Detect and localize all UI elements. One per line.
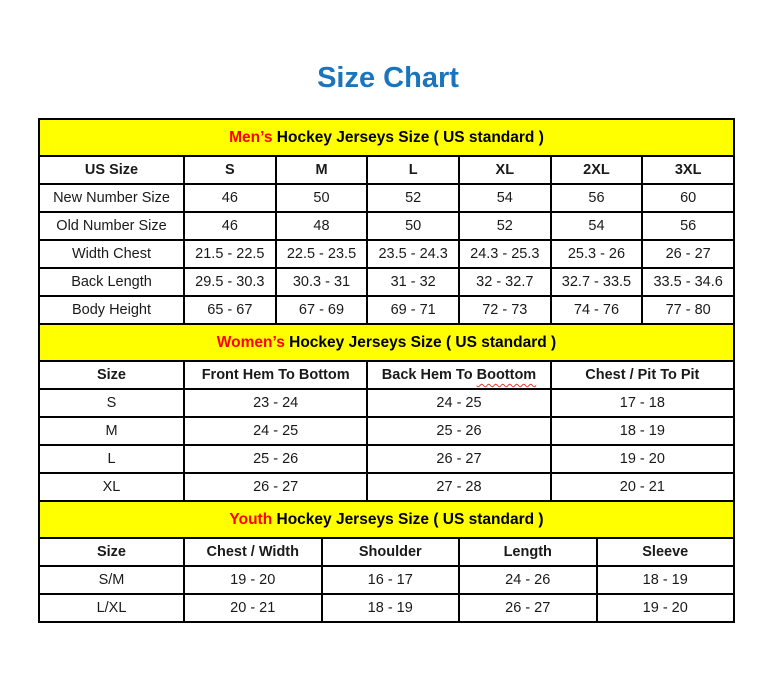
column-header: L — [367, 156, 459, 184]
table-cell: 29.5 - 30.3 — [184, 268, 276, 296]
table-cell: 77 - 80 — [642, 296, 734, 324]
column-header — [367, 361, 550, 389]
table-cell: 60 — [642, 184, 734, 212]
misspelled-word: Boottom — [476, 367, 537, 383]
row-label: L — [39, 445, 184, 473]
womens-header-row — [39, 361, 734, 389]
table-cell: 72 - 73 — [459, 296, 551, 324]
table-cell: 25 - 26 — [367, 417, 550, 445]
table-row — [39, 389, 734, 417]
table-cell: 24.3 - 25.3 — [459, 240, 551, 268]
table-cell: 31 - 32 — [367, 268, 459, 296]
table-row — [39, 473, 734, 501]
table-cell: 24 - 25 — [184, 417, 367, 445]
table-row — [39, 566, 734, 594]
table-cell: 18 - 19 — [597, 566, 735, 594]
table-cell: 17 - 18 — [551, 389, 734, 417]
row-label: M — [39, 417, 184, 445]
table-cell: 30.3 - 31 — [276, 268, 368, 296]
table-cell: 50 — [367, 212, 459, 240]
table-cell: 32.7 - 33.5 — [551, 268, 643, 296]
table-cell: 65 - 67 — [184, 296, 276, 324]
column-header: Front Hem To Bottom — [184, 361, 367, 389]
table-row — [39, 212, 734, 240]
column-header: M — [276, 156, 368, 184]
youth-header-row — [39, 538, 734, 566]
column-header: Chest / Pit To Pit — [551, 361, 734, 389]
table-row — [39, 417, 734, 445]
table-cell: 25 - 26 — [184, 445, 367, 473]
table-cell: 21.5 - 22.5 — [184, 240, 276, 268]
youth-banner-text: Hockey Jerseys Size ( US standard ) — [272, 510, 544, 528]
table-cell: 26 - 27 — [367, 445, 550, 473]
column-header: XL — [459, 156, 551, 184]
mens-banner-cell — [39, 119, 734, 156]
row-label: L/XL — [39, 594, 184, 622]
column-header-text: Back Hem To — [381, 367, 477, 383]
table-row — [39, 184, 734, 212]
table-cell: 74 - 76 — [551, 296, 643, 324]
row-label: New Number Size — [39, 184, 184, 212]
table-cell: 54 — [459, 184, 551, 212]
mens-banner — [39, 119, 734, 156]
table-cell: 56 — [642, 212, 734, 240]
mens-banner-highlight: Men’s — [229, 128, 273, 146]
table-row — [39, 268, 734, 296]
column-header: Shoulder — [322, 538, 460, 566]
mens-banner-text: Hockey Jerseys Size ( US standard ) — [272, 128, 544, 146]
mens-header-row — [39, 156, 734, 184]
table-cell: 52 — [367, 184, 459, 212]
womens-banner-text: Hockey Jerseys Size ( US standard ) — [284, 333, 557, 351]
womens-banner-highlight: Women’s — [216, 333, 285, 351]
table-cell: 27 - 28 — [367, 473, 550, 501]
table-cell: 67 - 69 — [276, 296, 368, 324]
table-cell: 18 - 19 — [322, 594, 460, 622]
column-header: Size — [39, 361, 184, 389]
table-cell: 26 - 27 — [459, 594, 597, 622]
mens-table — [38, 118, 735, 325]
table-cell: 20 - 21 — [551, 473, 734, 501]
table-cell: 20 - 21 — [184, 594, 322, 622]
table-cell: 24 - 25 — [367, 389, 550, 417]
table-row — [39, 445, 734, 473]
size-chart — [38, 118, 735, 623]
table-cell: 19 - 20 — [551, 445, 734, 473]
row-label: S — [39, 389, 184, 417]
column-header: US Size — [39, 156, 184, 184]
column-header: Length — [459, 538, 597, 566]
row-label: Old Number Size — [39, 212, 184, 240]
column-header: 2XL — [551, 156, 643, 184]
table-cell: 16 - 17 — [322, 566, 460, 594]
table-cell: 46 — [184, 184, 276, 212]
column-header: S — [184, 156, 276, 184]
youth-table — [38, 500, 735, 623]
table-cell: 56 — [551, 184, 643, 212]
table-cell: 52 — [459, 212, 551, 240]
table-cell: 26 - 27 — [642, 240, 734, 268]
table-cell: 26 - 27 — [184, 473, 367, 501]
row-label: S/M — [39, 566, 184, 594]
youth-banner-cell — [39, 501, 734, 538]
table-row — [39, 594, 734, 622]
row-label: Width Chest — [39, 240, 184, 268]
womens-banner-cell — [39, 324, 734, 361]
row-label: Body Height — [39, 296, 184, 324]
column-header: 3XL — [642, 156, 734, 184]
table-cell: 23.5 - 24.3 — [367, 240, 459, 268]
womens-table — [38, 323, 735, 502]
row-label: Back Length — [39, 268, 184, 296]
table-cell: 69 - 71 — [367, 296, 459, 324]
table-cell: 50 — [276, 184, 368, 212]
table-cell: 18 - 19 — [551, 417, 734, 445]
table-cell: 22.5 - 23.5 — [276, 240, 368, 268]
youth-banner-highlight: Youth — [229, 510, 273, 528]
table-cell: 23 - 24 — [184, 389, 367, 417]
row-label: XL — [39, 473, 184, 501]
table-cell: 46 — [184, 212, 276, 240]
table-cell: 25.3 - 26 — [551, 240, 643, 268]
table-cell: 19 - 20 — [184, 566, 322, 594]
table-cell: 24 - 26 — [459, 566, 597, 594]
table-cell: 19 - 20 — [597, 594, 735, 622]
table-row — [39, 240, 734, 268]
page-title: Size Chart — [317, 62, 459, 94]
column-header: Chest / Width — [184, 538, 322, 566]
column-header: Size — [39, 538, 184, 566]
womens-banner — [39, 324, 734, 361]
table-cell: 54 — [551, 212, 643, 240]
table-row — [39, 296, 734, 324]
table-cell: 33.5 - 34.6 — [642, 268, 734, 296]
column-header: Sleeve — [597, 538, 735, 566]
table-cell: 32 - 32.7 — [459, 268, 551, 296]
youth-banner — [39, 501, 734, 538]
table-cell: 48 — [276, 212, 368, 240]
